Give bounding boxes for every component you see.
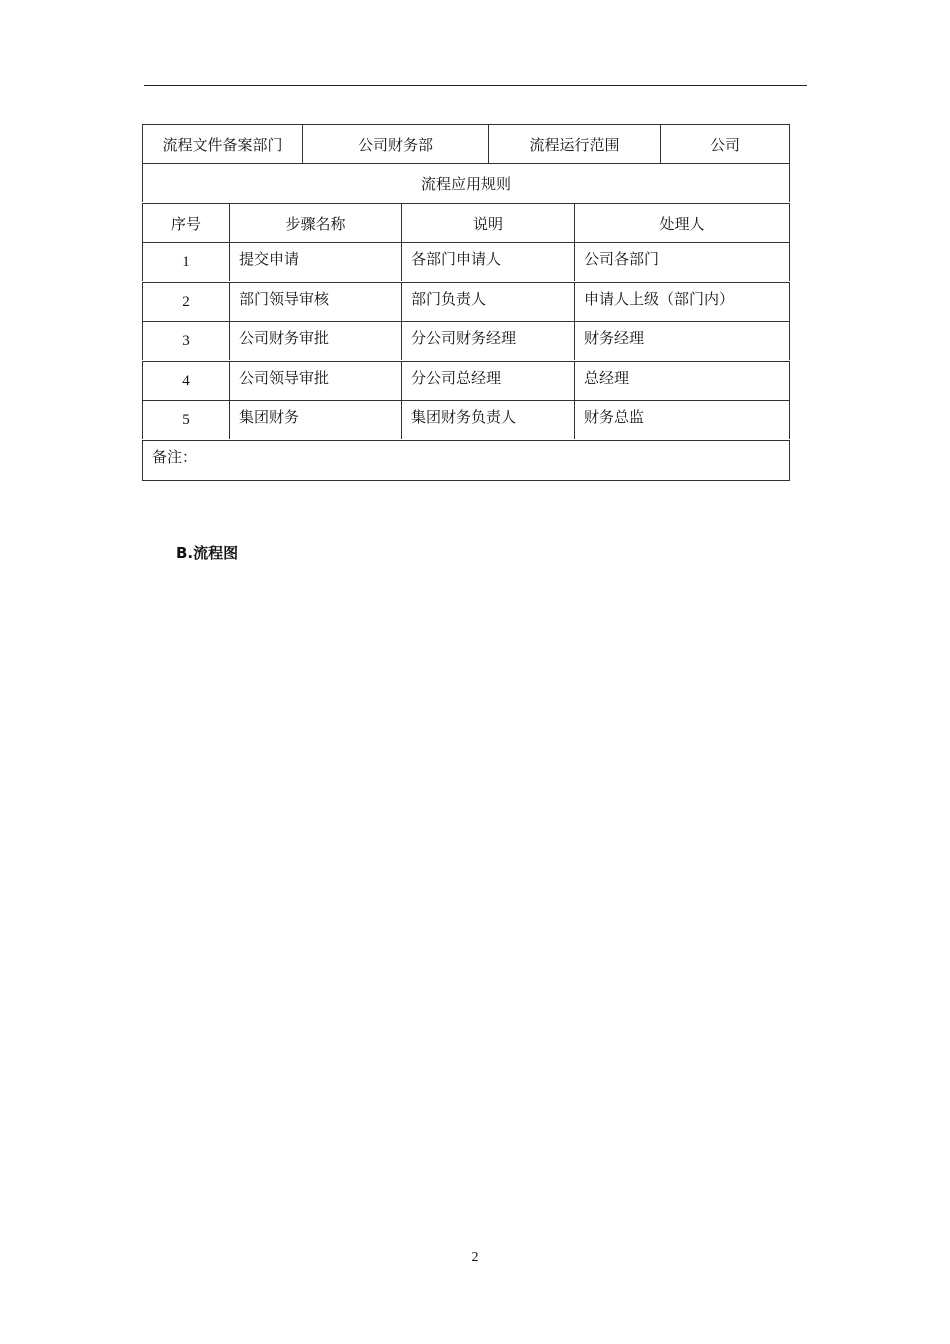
- section-heading: B.流程图: [176, 544, 239, 562]
- step-seq: 5: [142, 400, 229, 439]
- step-name: 提交申请: [229, 242, 401, 281]
- step-desc: 各部门申请人: [401, 242, 574, 281]
- rules-title-row: [142, 163, 790, 202]
- step-desc: 部门负责人: [401, 282, 574, 321]
- page-number: 2: [471, 1250, 479, 1265]
- step-name: 部门领导审核: [229, 282, 401, 321]
- step-desc: 集团财务负责人: [401, 400, 574, 439]
- step-handler: 财务经理: [574, 321, 790, 360]
- header-rule: [144, 85, 807, 86]
- step-seq: 1: [142, 242, 229, 281]
- table-bottom-border: [142, 480, 790, 481]
- scope-value: 公司: [660, 124, 790, 163]
- meta-row: [142, 124, 790, 163]
- table-row: [142, 242, 790, 281]
- step-seq: 4: [142, 361, 229, 400]
- column-header-seq: 序号: [142, 203, 229, 242]
- table-row: [142, 400, 790, 439]
- table-row: [142, 321, 790, 360]
- table-header-row: [142, 203, 790, 242]
- filing-dept-value: 公司财务部: [302, 124, 488, 163]
- step-name: 集团财务: [229, 400, 401, 439]
- table-row: [142, 282, 790, 321]
- step-handler: 公司各部门: [574, 242, 790, 281]
- step-name: 公司领导审批: [229, 361, 401, 400]
- step-desc: 分公司总经理: [401, 361, 574, 400]
- table-row: [142, 361, 790, 400]
- step-handler: 财务总监: [574, 400, 790, 439]
- remarks-row: [142, 440, 790, 480]
- step-name: 公司财务审批: [229, 321, 401, 360]
- scope-label: 流程运行范围: [488, 124, 660, 163]
- column-header-handler: 处理人: [574, 203, 790, 242]
- remarks-label: 备注：: [142, 440, 790, 480]
- filing-dept-label: 流程文件备案部门: [142, 124, 302, 163]
- step-handler: 申请人上级（部门内）: [574, 282, 790, 321]
- column-header-step: 步骤名称: [229, 203, 401, 242]
- rules-title: 流程应用规则: [142, 163, 790, 202]
- step-seq: 3: [142, 321, 229, 360]
- column-header-desc: 说明: [401, 203, 574, 242]
- step-handler: 总经理: [574, 361, 790, 400]
- step-desc: 分公司财务经理: [401, 321, 574, 360]
- step-seq: 2: [142, 282, 229, 321]
